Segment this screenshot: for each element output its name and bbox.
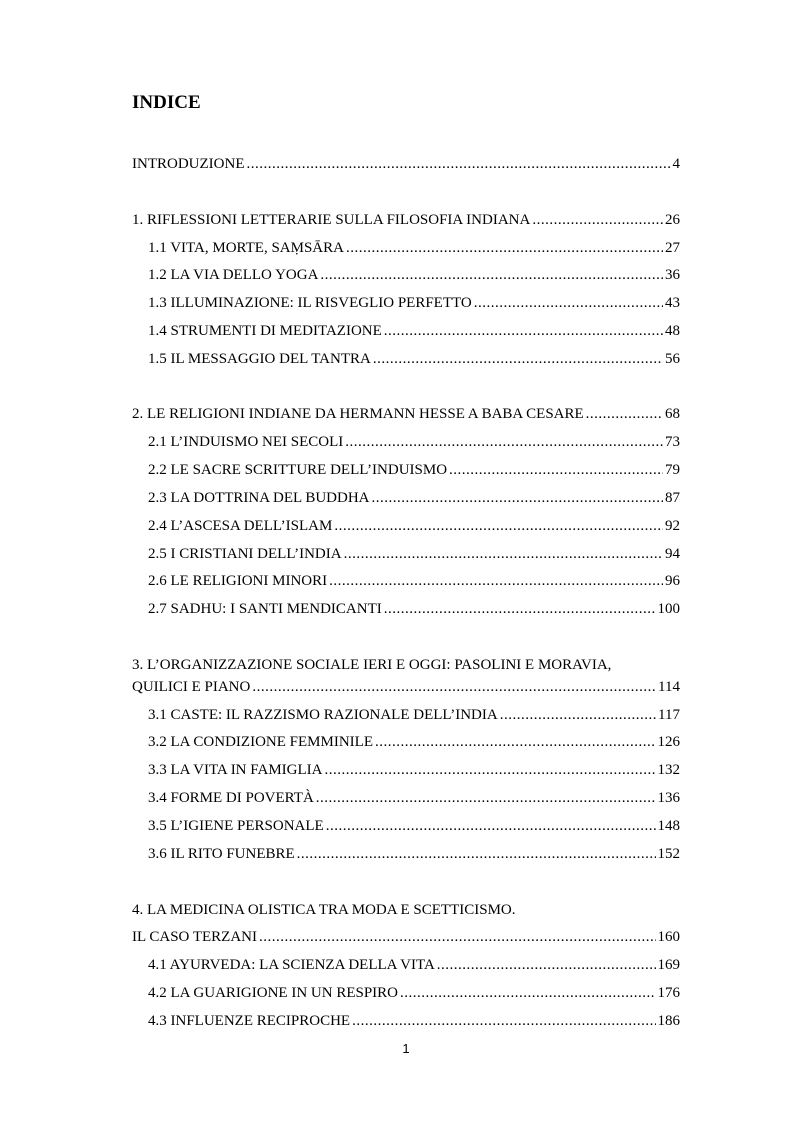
dot-leader — [326, 817, 656, 835]
dot-leader — [400, 984, 656, 1002]
dot-leader — [384, 600, 656, 618]
toc-page: 148 — [657, 818, 680, 834]
toc-page: 114 — [658, 679, 680, 695]
dot-leader — [259, 928, 656, 946]
toc-label: 3.4 FORME DI POVERTÀ — [148, 790, 314, 806]
dot-leader — [437, 956, 656, 974]
dot-leader — [474, 294, 663, 312]
dot-leader — [373, 350, 663, 368]
dot-leader — [345, 433, 663, 451]
toc-label: 2.1 L’INDUISMO NEI SECOLI — [148, 434, 344, 450]
toc-page: 56 — [665, 351, 680, 367]
toc-page: 94 — [665, 546, 680, 562]
dot-leader — [352, 1012, 655, 1030]
toc-label: 2.2 LE SACRE SCRITTURE DELL’INDUISMO — [148, 462, 448, 478]
toc-page: 79 — [665, 462, 680, 478]
dot-leader — [325, 761, 656, 779]
page-title: INDICE — [132, 92, 201, 113]
toc-label: 3.5 L’IGIENE PERSONALE — [148, 818, 324, 834]
toc-entry-4-3[interactable] — [148, 1012, 680, 1030]
dot-leader — [586, 405, 663, 423]
toc-page: 136 — [657, 790, 680, 806]
toc-label: 1.1 VITA, MORTE, SAṂSĀRA — [148, 240, 344, 256]
toc-page: 100 — [657, 601, 680, 617]
toc-entry-3-2[interactable] — [148, 733, 680, 751]
toc-page: 169 — [657, 957, 680, 973]
toc-page: 26 — [665, 212, 680, 228]
toc-page: 4 — [672, 156, 680, 172]
toc-label: 4.2 LA GUARIGIONE IN UN RESPIRO — [148, 985, 398, 1001]
toc-page: 117 — [658, 707, 680, 723]
page-number: 1 — [402, 1041, 410, 1056]
dot-leader — [500, 706, 656, 724]
dot-leader — [252, 678, 656, 696]
toc-label: 2.3 LA DOTTRINA DEL BUDDHA — [148, 490, 370, 506]
toc-entry-1-2[interactable] — [148, 266, 680, 284]
toc-entry-3-1[interactable] — [148, 706, 680, 724]
toc-entry-3-4[interactable] — [148, 789, 680, 807]
toc-page: 27 — [665, 240, 680, 256]
toc-label: 2. LE RELIGIONI INDIANE DA HERMANN HESSE A BABA CESARE — [132, 406, 584, 422]
toc-entry-2-7[interactable] — [148, 600, 680, 618]
toc-page: 68 — [665, 406, 680, 422]
toc-label: 3.6 IL RITO FUNEBRE — [148, 846, 295, 862]
toc-page: 186 — [657, 1013, 680, 1029]
toc-chapter-3-title-line: 3. L’ORGANIZZAZIONE SOCIALE IERI E OGGI: PASOLINI E MORAVIA, — [132, 657, 612, 673]
toc-entry-4-2[interactable] — [148, 984, 680, 1002]
toc-label: 3.3 LA VITA IN FAMIGLIA — [148, 762, 323, 778]
toc-page: 132 — [657, 762, 680, 778]
toc-entry-1-1[interactable] — [148, 239, 680, 257]
toc-entry-2-2[interactable] — [148, 461, 680, 479]
dot-leader — [375, 733, 656, 751]
toc-entry-2-3[interactable] — [148, 489, 680, 507]
dot-leader — [246, 155, 670, 173]
toc-label: 1.4 STRUMENTI DI MEDITAZIONE — [148, 323, 382, 339]
toc-entry-chapter-3[interactable] — [132, 678, 680, 696]
toc-entry-4-1[interactable] — [148, 956, 680, 974]
toc-page: 73 — [665, 434, 680, 450]
toc-label: 2.7 SADHU: I SANTI MENDICANTI — [148, 601, 382, 617]
toc-entry-1-3[interactable] — [148, 294, 680, 312]
toc-label: INTRODUZIONE — [132, 156, 245, 172]
toc-label: 3.2 LA CONDIZIONE FEMMINILE — [148, 734, 373, 750]
toc-page: 96 — [665, 573, 680, 589]
toc-label: 3.1 CASTE: IL RAZZISMO RAZIONALE DELL’INDIA — [148, 707, 498, 723]
toc-entry-introduzione[interactable] — [132, 155, 680, 173]
toc-label: 1.5 IL MESSAGGIO DEL TANTRA — [148, 351, 371, 367]
toc-label: QUILICI E PIANO — [132, 679, 251, 695]
toc-label: 1.2 LA VIA DELLO YOGA — [148, 267, 319, 283]
toc-page: 87 — [665, 490, 680, 506]
dot-leader — [334, 517, 663, 535]
dot-leader — [329, 572, 663, 590]
toc-entry-1-4[interactable] — [148, 322, 680, 340]
toc-entry-3-3[interactable] — [148, 761, 680, 779]
toc-page: 36 — [665, 267, 680, 283]
toc-entry-2-4[interactable] — [148, 517, 680, 535]
toc-entry-2-1[interactable] — [148, 433, 680, 451]
toc-entry-chapter-2[interactable] — [132, 405, 680, 423]
toc-entry-chapter-1[interactable] — [132, 211, 680, 229]
dot-leader — [297, 845, 656, 863]
toc-entry-3-5[interactable] — [148, 817, 680, 835]
toc-entry-3-6[interactable] — [148, 845, 680, 863]
dot-leader — [449, 461, 663, 479]
toc-chapter-4-title-line: 4. LA MEDICINA OLISTICA TRA MODA E SCETTICISMO. — [132, 902, 516, 918]
toc-entry-chapter-4[interactable] — [132, 928, 680, 946]
toc-page: 176 — [657, 985, 680, 1001]
toc-page: 43 — [665, 295, 680, 311]
toc-label: IL CASO TERZANI — [132, 929, 257, 945]
toc-label: 2.4 L’ASCESA DELL’ISLAM — [148, 518, 333, 534]
toc-page: 92 — [665, 518, 680, 534]
toc-page: 48 — [665, 323, 680, 339]
toc-page: 126 — [657, 734, 680, 750]
toc-label: 4.3 INFLUENZE RECIPROCHE — [148, 1013, 351, 1029]
dot-leader — [316, 789, 656, 807]
toc-page: 160 — [657, 929, 680, 945]
toc-page: 152 — [657, 846, 680, 862]
dot-leader — [372, 489, 663, 507]
toc-entry-2-5[interactable] — [148, 545, 680, 563]
toc-label: 1.3 ILLUMINAZIONE: IL RISVEGLIO PERFETTO — [148, 295, 472, 311]
dot-leader — [346, 239, 663, 257]
toc-entry-2-6[interactable] — [148, 572, 680, 590]
dot-leader — [320, 266, 663, 284]
toc-label: 4.1 AYURVEDA: LA SCIENZA DELLA VITA — [148, 957, 435, 973]
toc-label: 2.6 LE RELIGIONI MINORI — [148, 573, 328, 589]
toc-label: 1. RIFLESSIONI LETTERARIE SULLA FILOSOFIA INDIANA — [132, 212, 531, 228]
dot-leader — [532, 211, 663, 229]
toc-entry-1-5[interactable] — [148, 350, 680, 368]
dot-leader — [344, 545, 663, 563]
dot-leader — [384, 322, 663, 340]
toc-label: 2.5 I CRISTIANI DELL’INDIA — [148, 546, 342, 562]
